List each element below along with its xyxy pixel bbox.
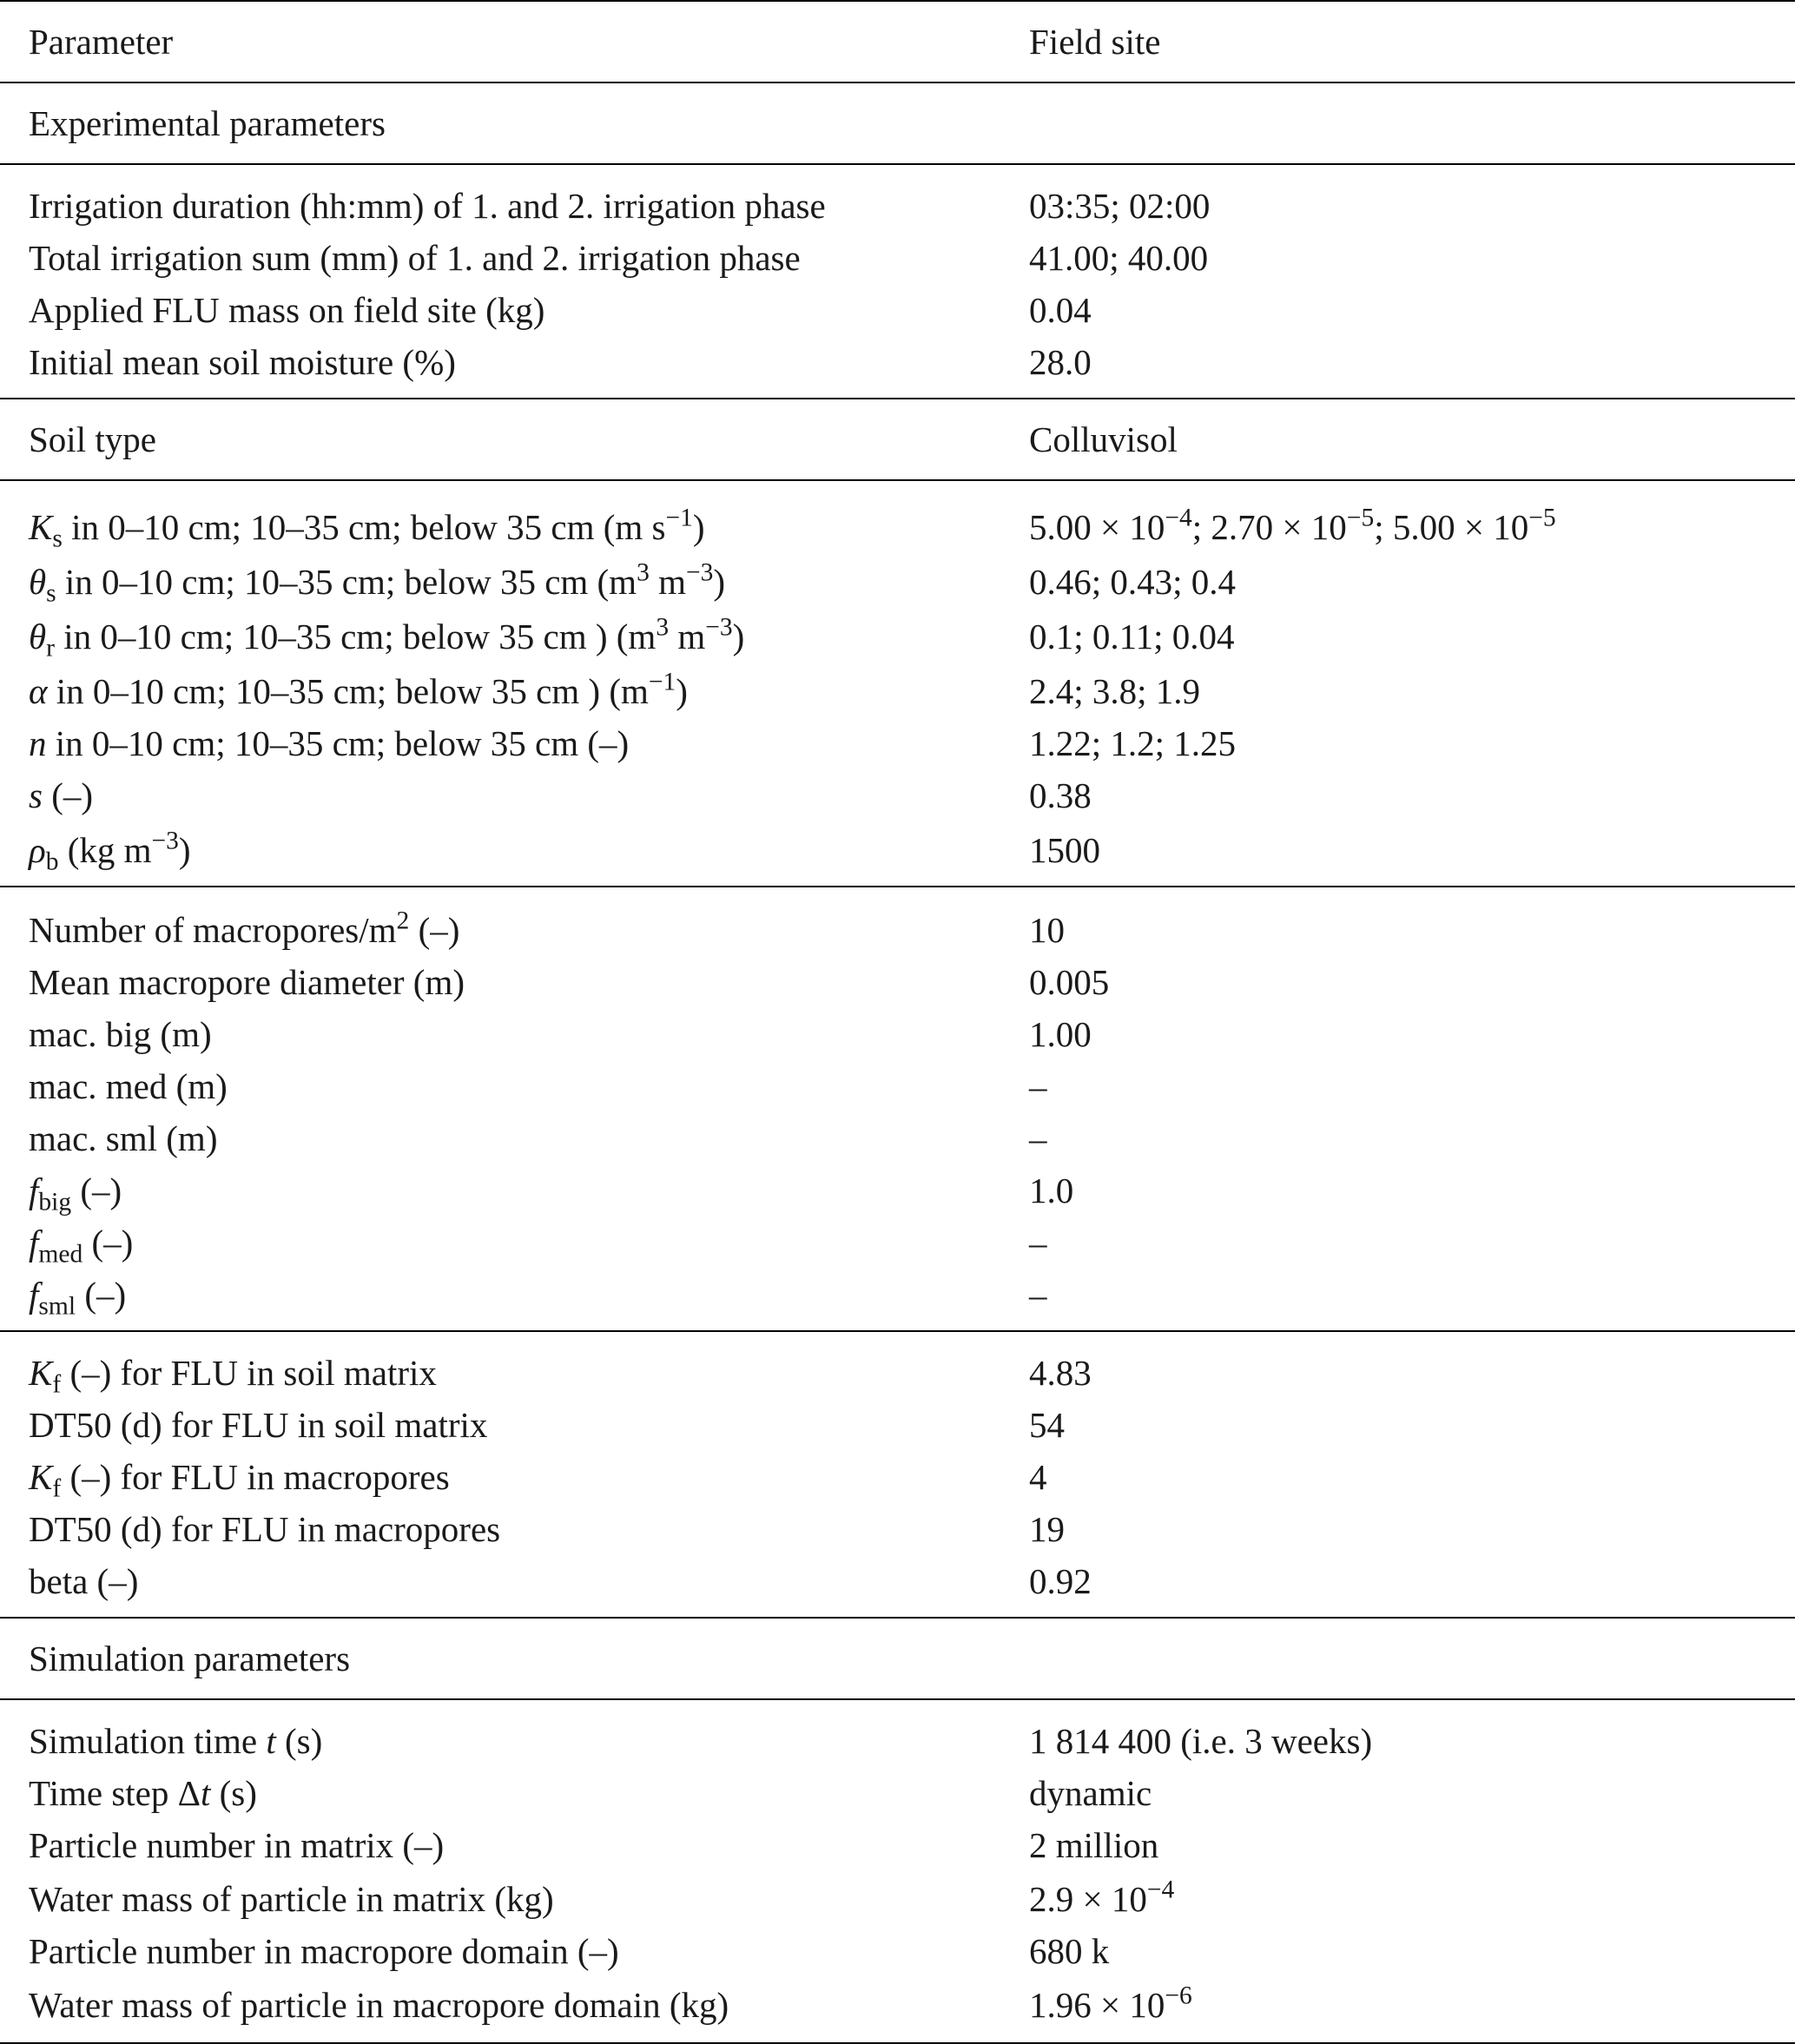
section-experimental [0, 165, 1795, 399]
soil-type-label: Soil type [29, 419, 156, 459]
row-label: mac. big (m) [29, 1014, 212, 1054]
row-value: 1.0 [1029, 1170, 1074, 1210]
section-soil-type [0, 399, 1795, 481]
table-row [0, 1863, 1795, 1917]
table-row [0, 1261, 1795, 1321]
section-solute [0, 1332, 1795, 1619]
table-header [0, 2, 1795, 83]
row-label: DT50 (d) for FLU in soil matrix [29, 1405, 488, 1445]
table-row [0, 1547, 1795, 1599]
row-label: mac. sml (m) [29, 1118, 218, 1158]
table-row [0, 655, 1795, 709]
table-row [0, 1759, 1795, 1811]
row-value: 0.38 [1029, 775, 1092, 815]
row-value: 4 [1029, 1457, 1047, 1497]
row-label: Total irrigation sum (mm) of 1. and 2. irrigation phase [29, 238, 801, 278]
row-label: Particle number in matrix (–) [29, 1825, 445, 1865]
row-value: dynamic [1029, 1773, 1152, 1813]
row-label: Initial mean soil moisture (%) [29, 342, 456, 382]
row-label: $\theta_r$ in 0–10 cm; 10–35 cm; below 35 cm ) ($m^3$ $m^{-3}$) [29, 613, 745, 663]
section-simulation-title [0, 1619, 1795, 1700]
table-row [0, 600, 1795, 663]
table-row [0, 490, 1795, 553]
row-label: Time step Δt (s) [29, 1773, 257, 1813]
table-row [0, 1209, 1795, 1269]
row-value: 10 [1029, 910, 1065, 950]
section-simulation [0, 1700, 1795, 2042]
column-header-parameter: Parameter [29, 21, 174, 62]
row-value: 19 [1029, 1509, 1065, 1549]
table-row [0, 1969, 1795, 2023]
row-label: Water mass of particle in macropore domain (kg) [29, 1985, 729, 2025]
row-label: Particle number in macropore domain (–) [29, 1931, 619, 1971]
row-value: – [1029, 1275, 1047, 1315]
table-row [0, 762, 1795, 814]
row-label: $f_{med}$ (–) [29, 1223, 134, 1269]
table-row [0, 1707, 1795, 1759]
table-row [0, 1339, 1795, 1399]
table-row [0, 948, 1795, 1000]
row-value: 41.00; 40.00 [1029, 238, 1209, 278]
row-label: mac. med (m) [29, 1066, 228, 1106]
row-value: 0.1; 0.11; 0.04 [1029, 616, 1235, 656]
row-label: α in 0–10 cm; 10–35 cm; below 35 cm ) $(m^{-1})$ [29, 668, 688, 711]
row-value: $2.9 \times 10^{-4}$ [1029, 1876, 1175, 1919]
row-value: – [1029, 1066, 1047, 1106]
table-row [0, 1104, 1795, 1157]
row-label: n in 0–10 cm; 10–35 cm; below 35 cm (–) [29, 723, 630, 763]
row-value: 1 814 400 (i.e. 3 weeks) [1029, 1721, 1373, 1761]
table-row [0, 1811, 1795, 1863]
row-value: 0.04 [1029, 290, 1092, 330]
row-label: $\rho_b$ (kg $m^{-3}$) [29, 827, 191, 876]
row-value: 4.83 [1029, 1353, 1092, 1393]
row-value: 0.005 [1029, 962, 1110, 1002]
column-header-field-site: Field site [1029, 21, 1161, 62]
table-row [0, 1000, 1795, 1052]
section-experimental-title [0, 83, 1795, 165]
table-row [0, 276, 1795, 328]
table-row [0, 1917, 1795, 1969]
table-row [0, 1495, 1795, 1547]
row-label: Simulation time t (s) [29, 1721, 323, 1761]
row-value: 0.92 [1029, 1561, 1092, 1601]
row-value: 2 million [1029, 1825, 1159, 1865]
table-row [0, 1391, 1795, 1443]
row-label: beta (–) [29, 1561, 139, 1601]
row-value: 54 [1029, 1405, 1065, 1445]
row-label: $f_{big}$ (–) [29, 1170, 122, 1217]
row-value: 680 k [1029, 1931, 1110, 1971]
soil-type-value: Colluvisol [1029, 419, 1178, 459]
section-soil-hydraulics [0, 481, 1795, 887]
row-label: Applied FLU mass on field site (kg) [29, 290, 545, 330]
row-label: Irrigation duration (hh:mm) of 1. and 2. irrigation phase [29, 186, 826, 226]
table-row [0, 1157, 1795, 1217]
table-row [0, 894, 1795, 948]
row-value: – [1029, 1118, 1047, 1158]
row-label: $K_f$ (–) for FLU in soil matrix [29, 1353, 437, 1399]
row-value: $1.96 \times 10^{-6}$ [1029, 1981, 1192, 2025]
table-row [0, 172, 1795, 224]
row-value: 0.46; 0.43; 0.4 [1029, 562, 1237, 602]
table-row [0, 814, 1795, 876]
row-label: $K_s$ in 0–10 cm; 10–35 cm; below 35 cm (m $s^{-1}$) [29, 504, 705, 553]
section-macropores [0, 887, 1795, 1332]
row-value: 1500 [1029, 830, 1100, 870]
table-row [0, 545, 1795, 608]
table-row [0, 709, 1795, 762]
row-label: Number of macropores/$m^2$ (–) [29, 907, 460, 950]
table-row [0, 1052, 1795, 1104]
row-label: $\theta_s$ in 0–10 cm; 10–35 cm; below 35 cm ($m^3$ $m^{-3}$) [29, 558, 726, 608]
row-value: 28.0 [1029, 342, 1092, 382]
table-row [0, 1443, 1795, 1503]
section-title: Simulation parameters [29, 1638, 351, 1678]
row-label: Mean macropore diameter (m) [29, 962, 465, 1002]
row-value: $5.00 \times 10^{-4}$; $2.70 \times 10^{-5}$; $5.00 \times 10^{-5}$ [1029, 504, 1556, 547]
row-value: 1.00 [1029, 1014, 1092, 1054]
row-label: $K_f$ (–) for FLU in macropores [29, 1457, 450, 1503]
table-row [0, 224, 1795, 276]
row-value: – [1029, 1223, 1047, 1263]
row-label: s (–) [29, 775, 94, 815]
row-label: $f_{sml}$ (–) [29, 1275, 127, 1321]
row-value: 1.22; 1.2; 1.25 [1029, 723, 1237, 763]
section-title: Experimental parameters [29, 102, 386, 143]
table-row [0, 328, 1795, 380]
row-label: DT50 (d) for FLU in macropores [29, 1509, 501, 1549]
row-label: Water mass of particle in matrix (kg) [29, 1879, 554, 1919]
row-value: 2.4; 3.8; 1.9 [1029, 671, 1201, 711]
row-value: 03:35; 02:00 [1029, 186, 1211, 226]
